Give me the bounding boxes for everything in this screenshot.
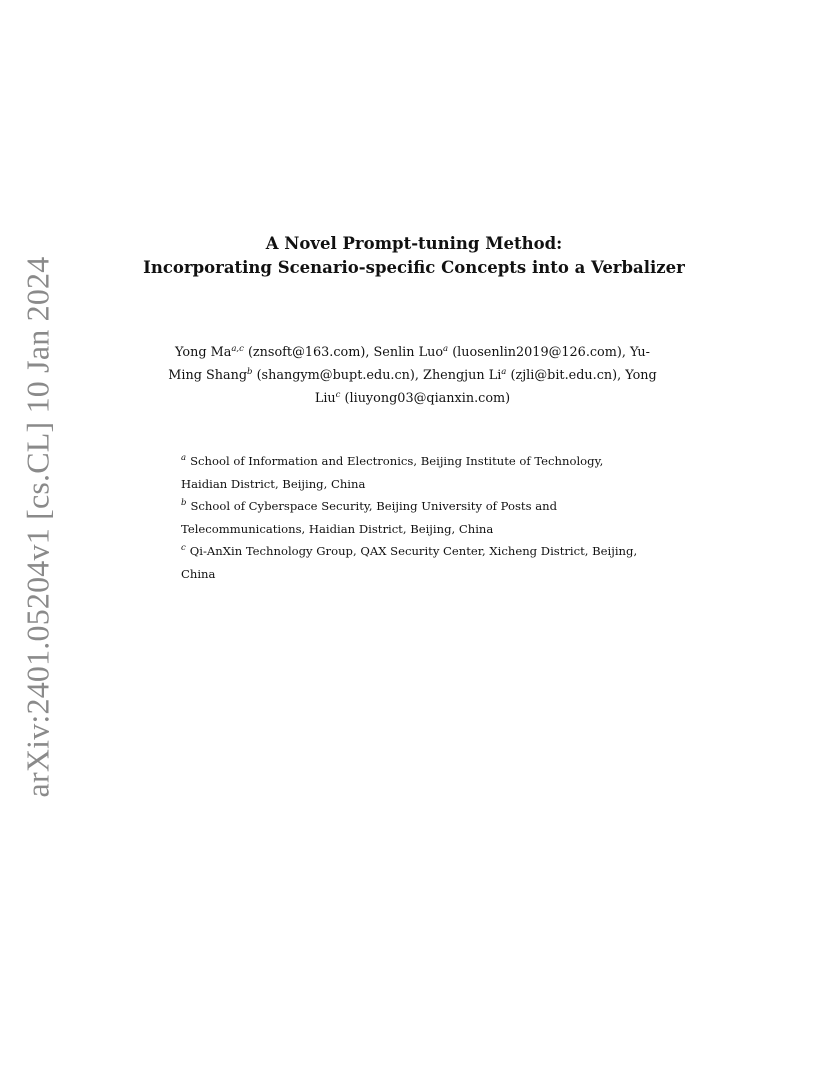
author-name: Yong Ma [175,345,232,360]
affiliation-item [181,495,651,540]
author-email: (zjli@bit.edu.cn), [510,368,622,383]
affiliation-text: School of Information and Electronics, Beijing Institute of Technology, Haidian District, Beijing, China [181,454,604,491]
author-name: Yong Liu [314,368,657,406]
author-affiliation-mark: a [443,344,449,354]
title-line-2: Incorporating Scenario-specific Concepts into a Verbalizer [143,258,685,277]
affiliation-text: Qi-AnXin Technology Group, QAX Security Center, Xicheng District, Beijing, China [181,544,638,581]
paper-title [0,232,828,280]
author-email: (shangym@bupt.edu.cn), [256,368,419,383]
affiliation-text: School of Cyberspace Security, Beijing University of Posts and Telecommunications, Haidian District, Beijing, China [181,499,558,536]
author-affiliation-mark: a,c [231,344,244,354]
author-affiliation-mark: a [501,367,507,377]
title-line-1: A Novel Prompt-tuning Method: [265,234,563,253]
author-name: Senlin Luo [373,345,444,360]
arxiv-identifier-stamp: arXiv:2401.05204v1 [cs.CL] 10 Jan 2024 [19,256,56,798]
author-affiliation-mark: b [247,367,253,377]
author-email: (liuyong03@qianxin.com) [344,391,511,406]
author-name: Yu-Ming Shang [168,345,650,383]
affiliation-mark: a [181,453,187,463]
author-name: Zhengjun Li [423,368,502,383]
author-email: (luosenlin2019@126.com), [452,345,626,360]
affiliation-item [181,540,651,585]
affiliation-mark: c [181,543,186,553]
affiliation-item [181,450,651,495]
affiliation-list [181,450,651,585]
author-list [160,341,665,410]
affiliation-mark: b [181,498,187,508]
author-email: (znsoft@163.com), [247,345,370,360]
author-affiliation-mark: c [335,390,341,400]
